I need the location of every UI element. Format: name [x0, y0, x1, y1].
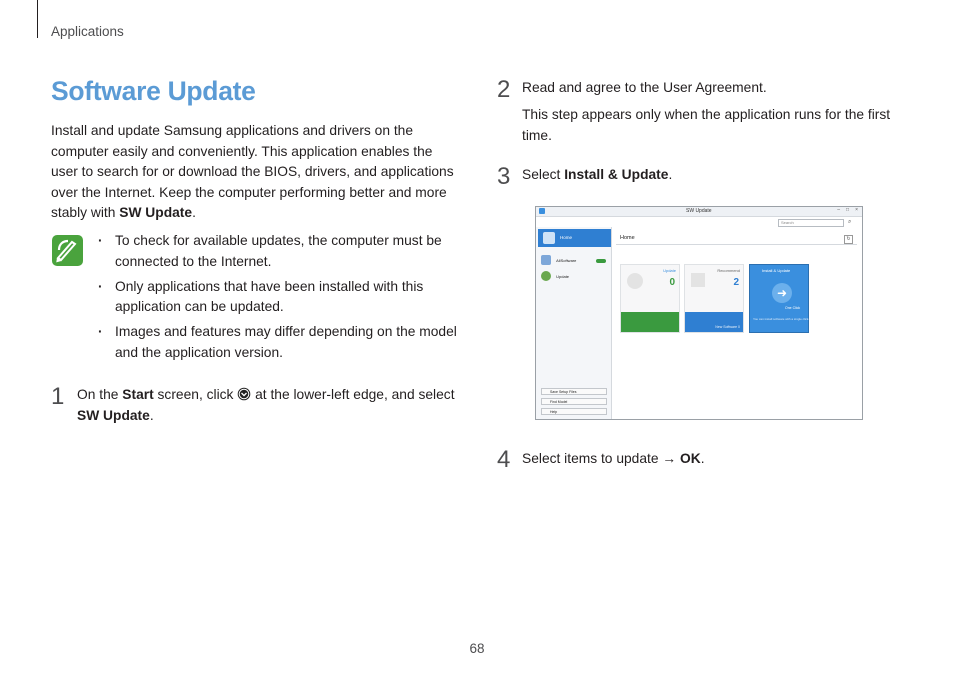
step-3-number: 3 [497, 163, 511, 190]
update-icon [541, 271, 551, 281]
step-3-bold: Install & Update [564, 167, 669, 182]
tile-recommend-count: 2 [733, 277, 739, 288]
tile-recommend-footer-text: New Software 0 [715, 325, 740, 329]
notes-list [98, 231, 458, 368]
sw-update-screenshot [535, 206, 863, 420]
tile-update-label: Update [663, 268, 676, 273]
tile-install-label: Install & Update [762, 268, 791, 273]
step-4-text [522, 449, 902, 470]
sidebar [536, 227, 612, 419]
note-item: · Images and features may differ depending on the model and the application version. [98, 322, 458, 363]
home-icon [543, 232, 555, 244]
note-pencil-icon [51, 234, 84, 267]
step-1-mid: screen, click [153, 387, 238, 402]
step-2-line2: This step appears only when the application runs for the first time. [522, 107, 891, 143]
maximize-icon[interactable]: □ [845, 207, 849, 213]
nav-update-label: Update [556, 273, 570, 279]
intro-text: Install and update Samsung applications and drivers on the computer easily and conveniently. This application enables the user to search for or download the BIOS, drivers, and applications over the Internet. Keep the computer performing better and more stably with [51, 123, 454, 220]
step-1-post: at the lower-left edge, and select [251, 387, 455, 402]
step-1-bold-start: Start [122, 387, 154, 402]
tile-install-sub: One Click [785, 306, 801, 310]
nav-home-label: Home [560, 235, 573, 240]
arrow-right-icon: ➜ [772, 283, 792, 303]
step-2-number: 2 [497, 76, 511, 103]
header-rule [37, 0, 38, 38]
page-title: Software Update [51, 76, 256, 106]
step-1-text [77, 385, 467, 426]
nav-allsoftware[interactable] [541, 255, 576, 265]
step-2-line1: Read and agree to the User Agreement. [522, 80, 767, 95]
main-title: Home [620, 235, 635, 241]
step-3-end: . [668, 167, 673, 182]
intro-paragraph [51, 121, 461, 224]
update-tile-icon [627, 273, 643, 289]
app-icon [539, 208, 545, 214]
step-1-pre: On the [77, 387, 123, 402]
find-model-button[interactable]: Find Model [541, 398, 607, 405]
step-3-text [522, 165, 902, 186]
note-item: · To check for available updates, the computer must be connected to the Internet. [98, 231, 458, 272]
nav-allsoftware-label: AllSoftware [556, 257, 577, 263]
help-button[interactable]: Help [541, 408, 607, 415]
tile-install-small: You can install software with a single click. [753, 317, 810, 321]
window-titlebar [536, 207, 862, 217]
tile-update-footer [621, 312, 679, 332]
intro-end: . [192, 205, 196, 220]
step-1-number: 1 [51, 383, 65, 410]
step-1-bold-sw: SW Update [77, 407, 150, 423]
tile-recommend[interactable] [684, 264, 744, 333]
page-number: 68 [469, 641, 485, 656]
software-icon [541, 255, 551, 265]
tile-update-count: 0 [669, 277, 675, 288]
apps-down-arrow-icon [237, 387, 251, 401]
recommend-tile-icon [691, 273, 705, 287]
step-4-bold: OK [680, 451, 701, 466]
step-4-end: . [700, 451, 705, 466]
step-4-pre: Select items to update [522, 451, 663, 466]
note-item: · Only applications that have been installed with this application can be updated. [98, 277, 458, 318]
refresh-icon[interactable]: ↻ [844, 235, 853, 244]
search-input[interactable]: Search [778, 219, 844, 227]
section-label: Applications [51, 24, 124, 39]
tile-recommend-footer [685, 312, 743, 332]
step-4-arrow: → [662, 451, 677, 466]
minimize-icon[interactable]: – [837, 207, 840, 213]
intro-bold: SW Update [119, 205, 193, 220]
search-icon[interactable]: ⌕ [848, 219, 852, 225]
close-icon[interactable]: × [855, 207, 858, 213]
save-setup-files-button[interactable]: Save Setup Files [541, 388, 607, 395]
install-update-tile[interactable] [749, 264, 809, 333]
tile-recommend-label: Recommend [717, 268, 740, 273]
nav-home[interactable] [538, 229, 611, 247]
window-title: SW Update [686, 208, 712, 214]
step-1-end: . [149, 407, 154, 423]
nav-update[interactable] [541, 271, 569, 281]
divider [616, 244, 857, 245]
step-4-number: 4 [497, 446, 511, 473]
toggle[interactable] [596, 259, 606, 263]
tile-update[interactable] [620, 264, 680, 333]
step-3-pre: Select [522, 167, 565, 182]
